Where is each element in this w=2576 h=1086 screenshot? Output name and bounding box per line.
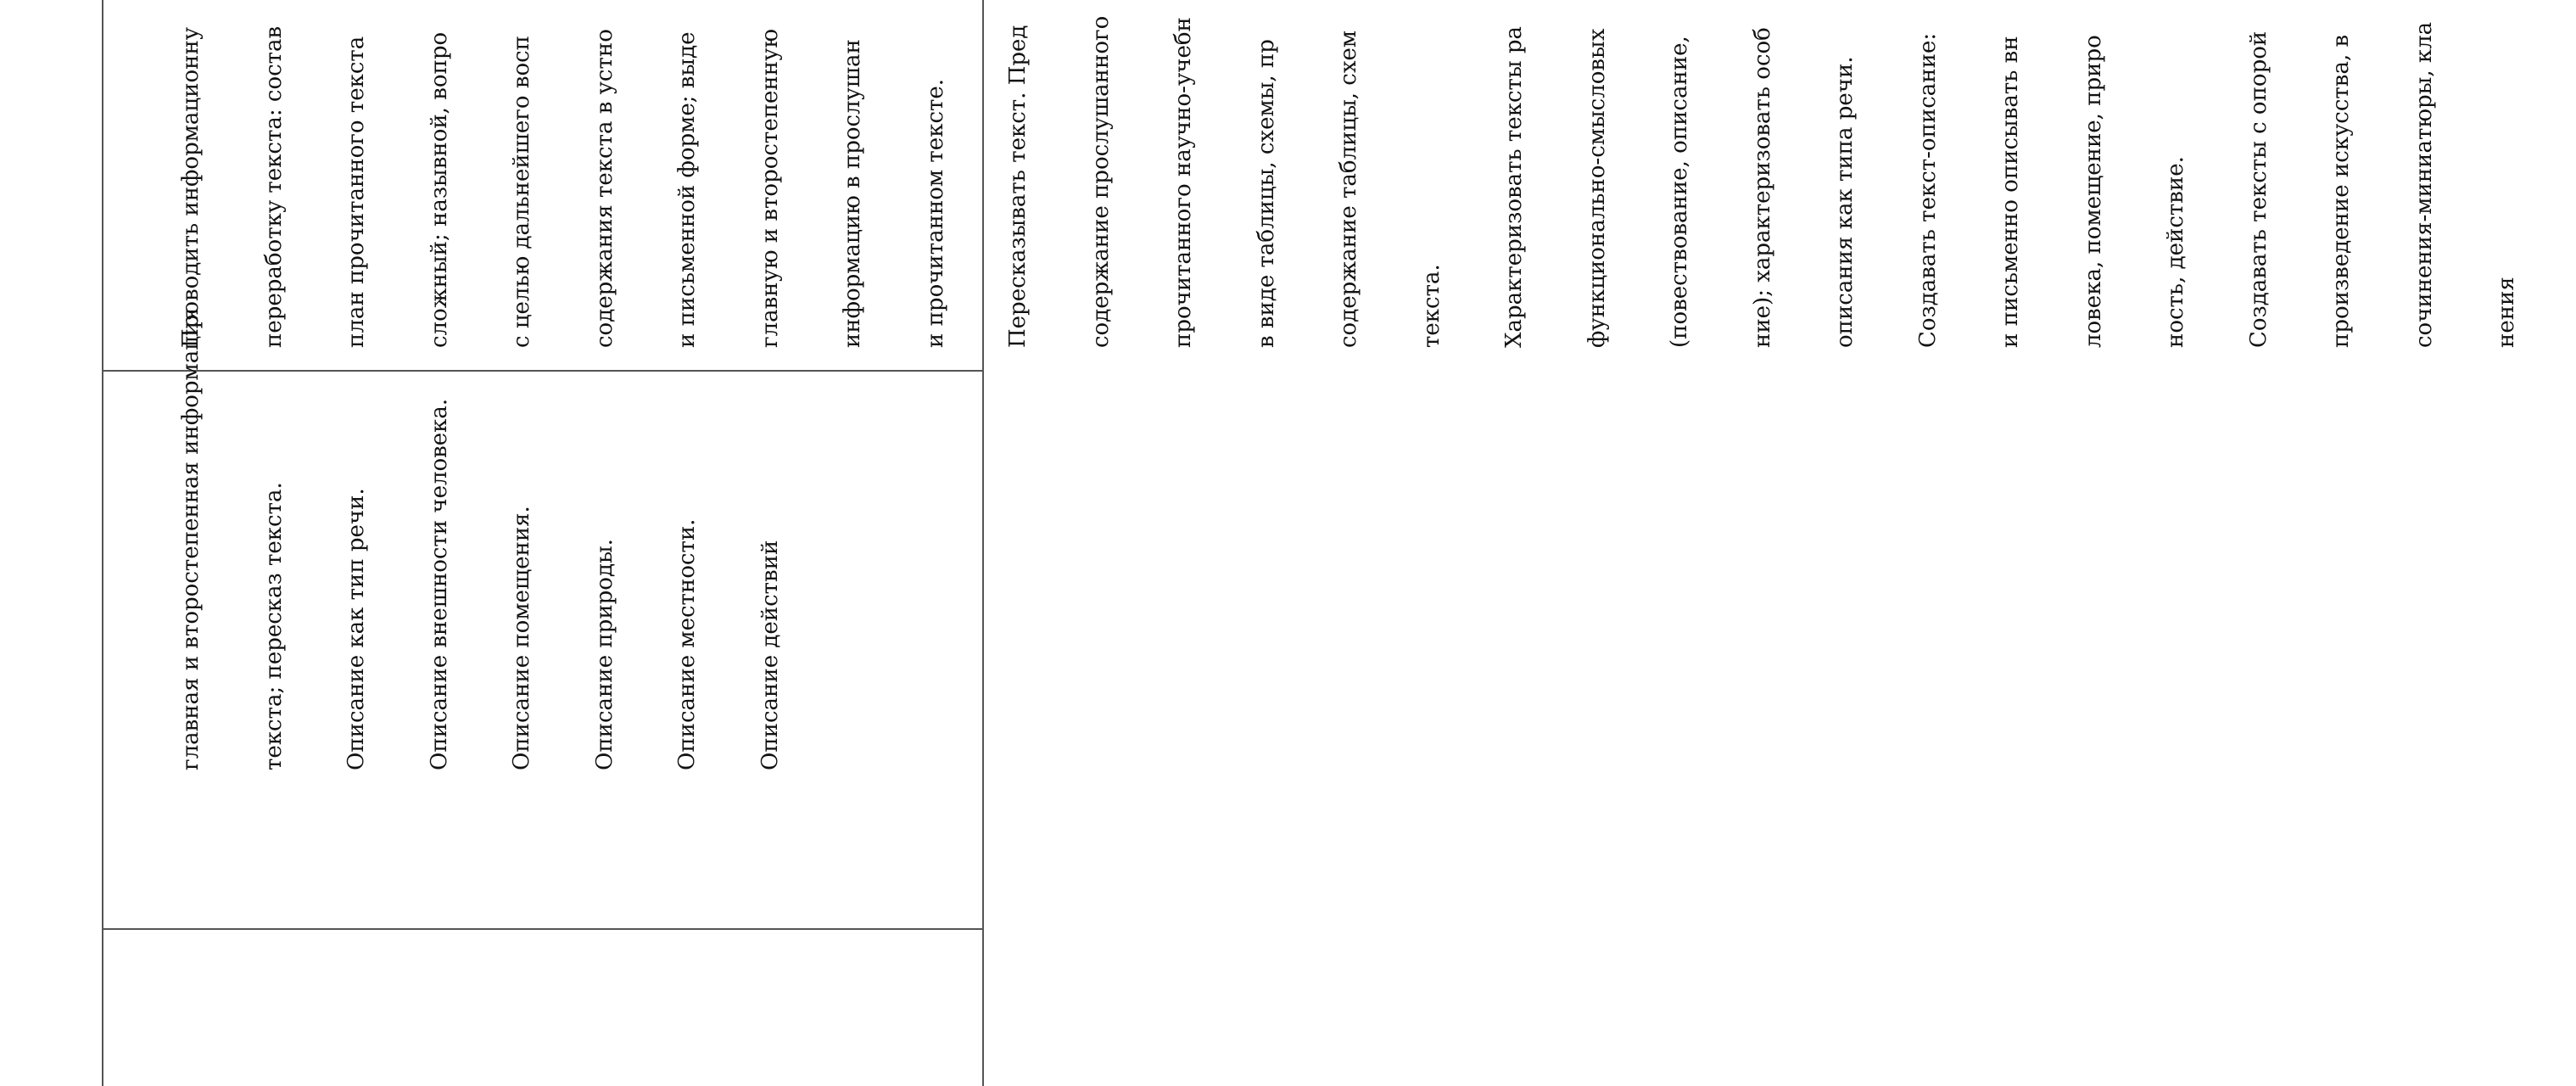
text-line: Описание помещения.	[509, 506, 534, 770]
text-line: Описание действий	[757, 540, 783, 770]
text-line: текста; пересказ текста.	[260, 482, 287, 770]
text-line: Создавать текст-описание:	[1914, 32, 1941, 348]
text-line: Характеризовать тексты ра	[1501, 26, 1527, 348]
text-line: прочитанного научно-учебн	[1171, 17, 1196, 348]
text-line: переработку текста: состав	[260, 25, 287, 348]
table-column-first	[103, 928, 982, 1086]
text-line: произведение искусства, в	[2328, 34, 2354, 348]
text-line: главную и второстепенную	[757, 28, 783, 348]
text-line: нения	[2494, 277, 2519, 348]
text-line: Создавать тексты с опорой	[2245, 31, 2271, 348]
text-line: Описание как тип речи.	[344, 488, 369, 770]
text-line: Пересказывать текст. Пред	[1005, 25, 1031, 348]
text-line: информацию в прослушан	[840, 39, 865, 348]
text-line: описания как типа речи.	[1832, 56, 1858, 348]
text-line: Описание местности.	[674, 518, 700, 770]
table-column-activities	[103, 0, 2519, 370]
text-line: текста.	[1418, 264, 1444, 348]
text-line: ность, действие.	[2163, 156, 2188, 348]
text-line: Описание природы.	[591, 539, 617, 770]
text-line: главная и второстепенная информация	[178, 307, 204, 770]
text-line: содержание таблицы, схем	[1336, 30, 1361, 348]
text-line: сложный; назывной, вопро	[426, 31, 452, 348]
curriculum-table	[102, 0, 2519, 1086]
rotated-page	[102, 0, 2519, 1086]
topics-cell	[122, 307, 839, 770]
text-line: и прочитанном тексте.	[922, 78, 948, 348]
table-column-topics	[103, 307, 982, 928]
activities-cell	[122, 16, 2576, 348]
text-line: Описание внешности человека.	[426, 398, 452, 770]
text-line: в виде таблицы, схемы, пр	[1253, 39, 1279, 348]
text-line: сочинения-миниатюры, кла	[2411, 21, 2437, 348]
text-line: (повествование, описание,	[1667, 36, 1692, 348]
text-line: с целью дальнейшего восп	[509, 35, 534, 348]
text-line: функционально-смысловых	[1584, 28, 1610, 348]
text-line: и письменной форме; выде	[674, 31, 700, 348]
text-line: ловека, помещение, приро	[2080, 35, 2106, 348]
text-line: Проводить информационну	[178, 26, 204, 348]
text-line: ние); характеризовать особ	[1749, 27, 1775, 348]
text-line: содержание прослушанного	[1087, 15, 1114, 348]
text-line: содержания текста в устно	[591, 29, 617, 348]
text-line: план прочитанного текста	[344, 36, 369, 348]
text-line: и письменно описывать вн	[1998, 36, 2023, 348]
